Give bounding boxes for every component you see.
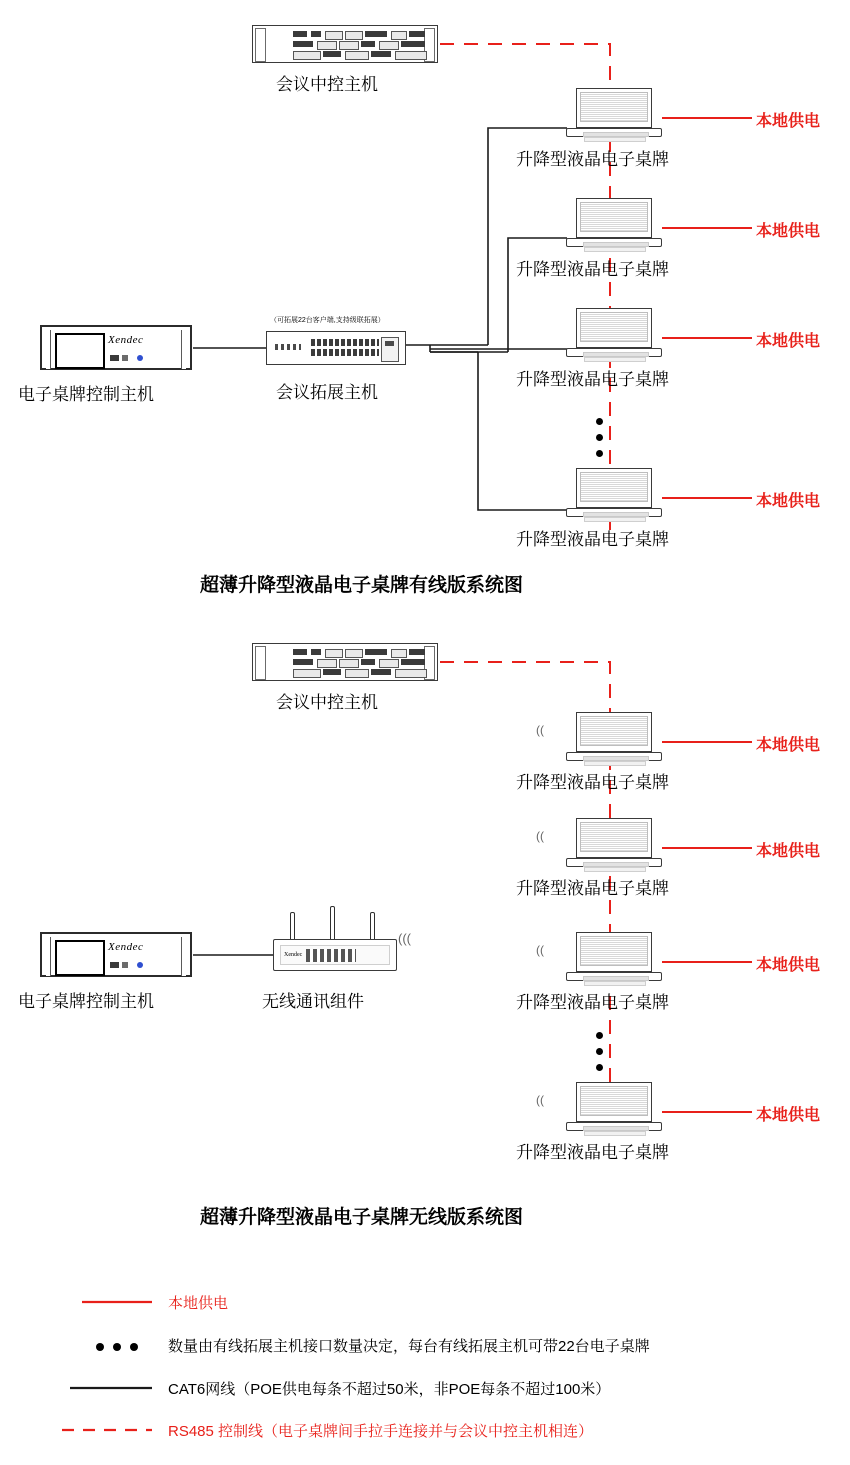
- ellipsis-wireless: [596, 1032, 604, 1080]
- wifi-icon-sign-2: ((: [536, 829, 544, 843]
- desk-sign-base-icon: [566, 508, 662, 517]
- label-control-host-wired: 电子桌牌控制主机: [18, 385, 154, 404]
- desk-sign-base-icon: [566, 752, 662, 761]
- label-local-power-wireless-2: 本地供电: [756, 843, 821, 860]
- rack-ear-left-icon: [255, 28, 266, 62]
- label-local-power-wired-2: 本地供电: [756, 223, 821, 240]
- wifi-icon-sign-1: ((: [536, 723, 544, 737]
- desk-sign-foot-icon: [584, 981, 646, 986]
- device-control-host-wireless[interactable]: [40, 932, 192, 977]
- legend-item-quantity: 数量由有线拓展主机接口数量决定，每台有线拓展主机可带22台电子桌牌: [168, 1338, 650, 1355]
- label-local-power-wireless-1: 本地供电: [756, 737, 821, 754]
- note-expansion-capacity: （可拓展22台客户端,支持级联拓展）: [270, 317, 385, 324]
- label-desk-sign-wireless-1: 升降型液晶电子桌牌: [516, 773, 669, 792]
- label-desk-sign-wireless-4: 升降型液晶电子桌牌: [516, 1143, 669, 1162]
- device-desk-sign-wired-2[interactable]: [566, 198, 662, 254]
- desk-sign-base-icon: [566, 128, 662, 137]
- desk-sign-base-icon: [566, 972, 662, 981]
- host-button-icon: [110, 962, 119, 968]
- desk-sign-screen-icon: [576, 308, 652, 348]
- switch-module-icon: [381, 337, 399, 362]
- desk-sign-base-icon: [566, 348, 662, 357]
- label-desk-sign-wired-1: 升降型液晶电子桌牌: [516, 150, 669, 169]
- device-desk-sign-wired-1[interactable]: [566, 88, 662, 144]
- device-desk-sign-wired-3[interactable]: [566, 308, 662, 364]
- desk-sign-foot-icon: [584, 137, 646, 142]
- desk-sign-foot-icon: [584, 867, 646, 872]
- desk-sign-screen-icon: [576, 932, 652, 972]
- switch-leds-icon: [275, 344, 301, 350]
- label-local-power-wired-4: 本地供电: [756, 493, 821, 510]
- label-central-host-wireless: 会议中控主机: [276, 693, 378, 712]
- label-desk-sign-wired-4: 升降型液晶电子桌牌: [516, 530, 669, 549]
- label-local-power-wireless-3: 本地供电: [756, 957, 821, 974]
- device-desk-sign-wireless-2[interactable]: [566, 818, 662, 874]
- device-desk-sign-wired-4[interactable]: [566, 468, 662, 524]
- desk-sign-foot-icon: [584, 357, 646, 362]
- desk-sign-screen-icon: [576, 818, 652, 858]
- host-screen-icon: [55, 940, 105, 976]
- legend-item-cat6: CAT6网线（POE供电每条不超过50米，非POE每条不超过100米）: [168, 1381, 611, 1398]
- host-brand-label: Xendec: [108, 334, 144, 346]
- wifi-signal-icon: (((: [398, 931, 411, 946]
- device-desk-sign-wireless-3[interactable]: [566, 932, 662, 988]
- desk-sign-screen-icon: [576, 468, 652, 508]
- host-brand-label: Xendec: [108, 941, 144, 953]
- desk-sign-foot-icon: [584, 517, 646, 522]
- desk-sign-foot-icon: [584, 1131, 646, 1136]
- label-wireless-module: 无线通讯组件: [262, 992, 364, 1011]
- desk-sign-base-icon: [566, 858, 662, 867]
- label-control-host-wireless: 电子桌牌控制主机: [18, 992, 154, 1011]
- label-desk-sign-wired-2: 升降型液晶电子桌牌: [516, 260, 669, 279]
- host-led-icon: [137, 962, 143, 968]
- host-button-icon: [110, 355, 119, 361]
- desk-sign-screen-icon: [576, 88, 652, 128]
- label-desk-sign-wired-3: 升降型液晶电子桌牌: [516, 370, 669, 389]
- label-local-power-wired-1: 本地供电: [756, 113, 821, 130]
- section-title-wireless: 超薄升降型液晶电子桌牌无线版系统图: [200, 1207, 524, 1228]
- wifi-icon-sign-3: ((: [536, 943, 544, 957]
- label-desk-sign-wireless-2: 升降型液晶电子桌牌: [516, 879, 669, 898]
- host-rail-right-icon: [181, 937, 186, 976]
- host-button2-icon: [122, 355, 128, 361]
- desk-sign-screen-icon: [576, 1082, 652, 1122]
- device-central-host-wired[interactable]: [252, 25, 438, 63]
- desk-sign-base-icon: [566, 238, 662, 247]
- desk-sign-screen-icon: [576, 712, 652, 752]
- device-expansion-host[interactable]: [266, 331, 406, 365]
- host-rail-left-icon: [46, 937, 51, 976]
- label-desk-sign-wireless-3: 升降型液晶电子桌牌: [516, 993, 669, 1012]
- legend-item-power: 本地供电: [168, 1295, 229, 1312]
- device-central-host-wireless[interactable]: [252, 643, 438, 681]
- device-desk-sign-wireless-1[interactable]: [566, 712, 662, 768]
- router-brand-label: Xendec: [284, 952, 303, 958]
- device-desk-sign-wireless-4[interactable]: [566, 1082, 662, 1138]
- host-rail-left-icon: [46, 330, 51, 369]
- label-local-power-wireless-4: 本地供电: [756, 1107, 821, 1124]
- rack-ports: [293, 31, 423, 59]
- switch-ports-icon: [311, 339, 379, 357]
- host-rail-right-icon: [181, 330, 186, 369]
- rack-ear-left-icon: [255, 646, 266, 680]
- wifi-icon-sign-4: ((: [536, 1093, 544, 1107]
- ellipsis-wired: [596, 418, 604, 466]
- section-title-wired: 超薄升降型液晶电子桌牌有线版系统图: [200, 575, 524, 596]
- legend-item-rs485: RS485 控制线（电子桌牌间手拉手连接并与会议中控主机相连）: [168, 1423, 594, 1440]
- host-led-icon: [137, 355, 143, 361]
- host-button2-icon: [122, 962, 128, 968]
- rack-ports: [293, 649, 423, 677]
- desk-sign-foot-icon: [584, 761, 646, 766]
- label-local-power-wired-3: 本地供电: [756, 333, 821, 350]
- legend-marker-dots-icon: [96, 1338, 147, 1356]
- device-wireless-module[interactable]: [273, 939, 397, 971]
- host-screen-icon: [55, 333, 105, 369]
- desk-sign-screen-icon: [576, 198, 652, 238]
- desk-sign-foot-icon: [584, 247, 646, 252]
- device-control-host-wired[interactable]: [40, 325, 192, 370]
- router-ports-icon: [306, 949, 356, 962]
- desk-sign-base-icon: [566, 1122, 662, 1131]
- label-central-host-wired: 会议中控主机: [276, 75, 378, 94]
- label-expansion-host: 会议拓展主机: [276, 383, 378, 402]
